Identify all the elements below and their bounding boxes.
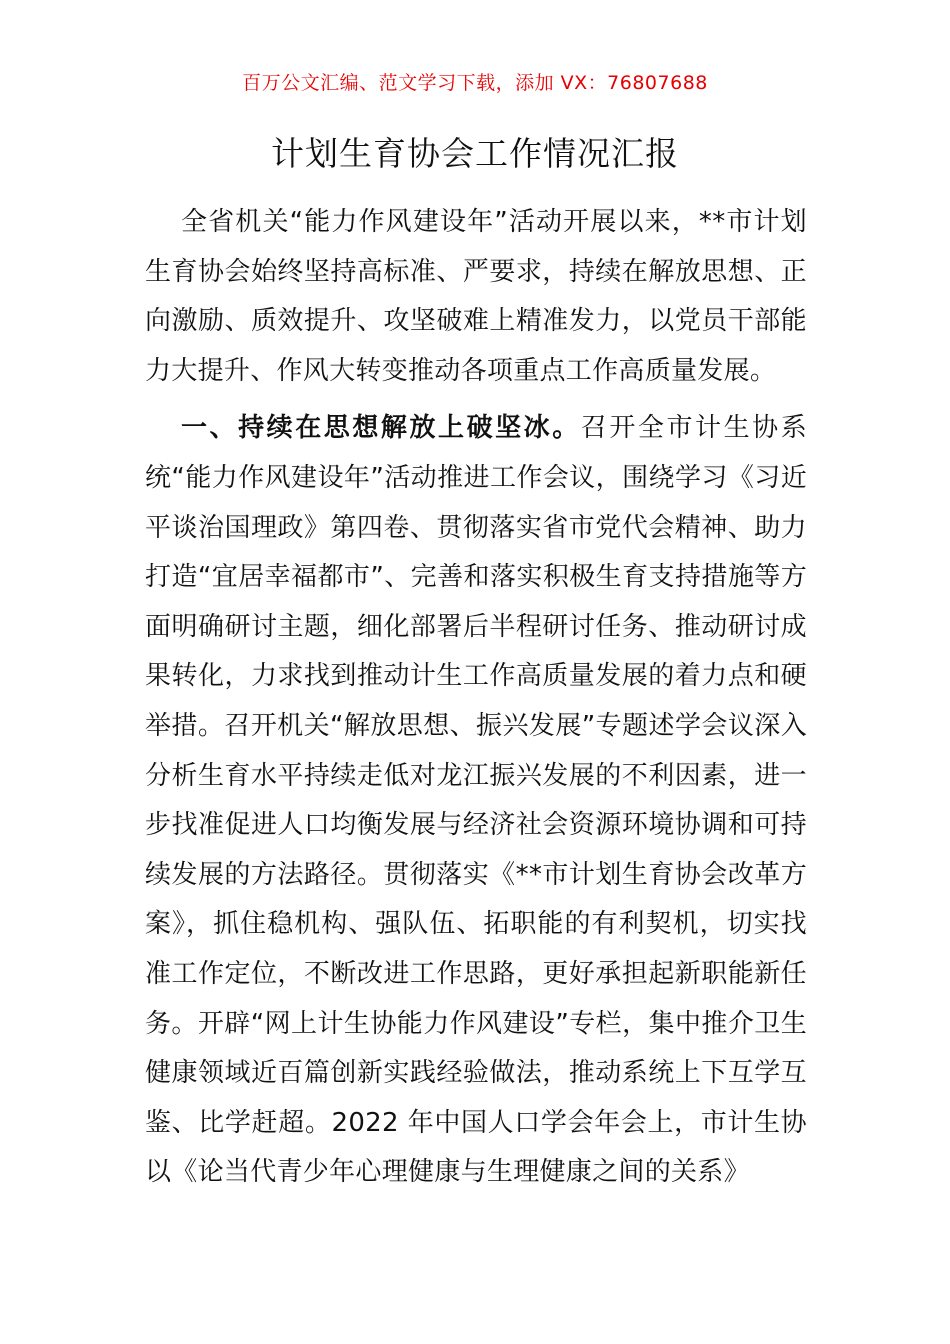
watermark-header-note: 百万公文汇编、范文学习下载，添加 VX：76807688 (242, 72, 708, 94)
section-1-paragraph (145, 404, 807, 1198)
intro-paragraph: 全省机关“能力作风建设年”活动开展以来，**市计划生育协会始终坚持高标准、严要求，持续在解放思想、正向激励、质效提升、攻坚破难上精准发力，以党员干部能力大提升、作风大转变推动各项重点工作高质量发展。 (145, 207, 807, 386)
document-title: 计划生育协会工作情况汇报 (271, 134, 679, 173)
section-1-heading: 一、持续在思想解放上破坚冰。 (181, 413, 581, 444)
section-1-body: 召开全市计生协系统“能力作风建设年”活动推进工作会议，围绕学习《习近平谈治国理政》第四卷、贯彻落实省市党代会精神、助力打造“宜居幸福都市”、完善和落实积极生育支持措施等方面明确研讨主题，细化部署后半程研讨任务、推动研讨成果转化，力求找到推动计生工作高质量发展的着力点和硬举措。召开机关“解放思想、振兴发展”专题述学会议深入分析生育水平持续走低对龙江振兴发展的不利因素，进一步找准促进人口均衡发展与经济社会资源环境协调和可持续发展的方法路径。贯彻落实《**市计划生育协会改革方案》，抓住稳机构、强队伍、拓职能的有利契机，切实找准工作定位，不断改进工作思路，更好承担起新职能新任务。开辟“网上计生协能力作风建设”专栏，集中推介卫生健康领域近百篇创新实践经验做法，推动系统上下互学互鉴、比学赶超。2022 年中国人口学会年会上，市计生协以《论当代青少年心理健康与生理健康之间的关系》 (145, 413, 807, 1188)
document-body (145, 198, 807, 1198)
